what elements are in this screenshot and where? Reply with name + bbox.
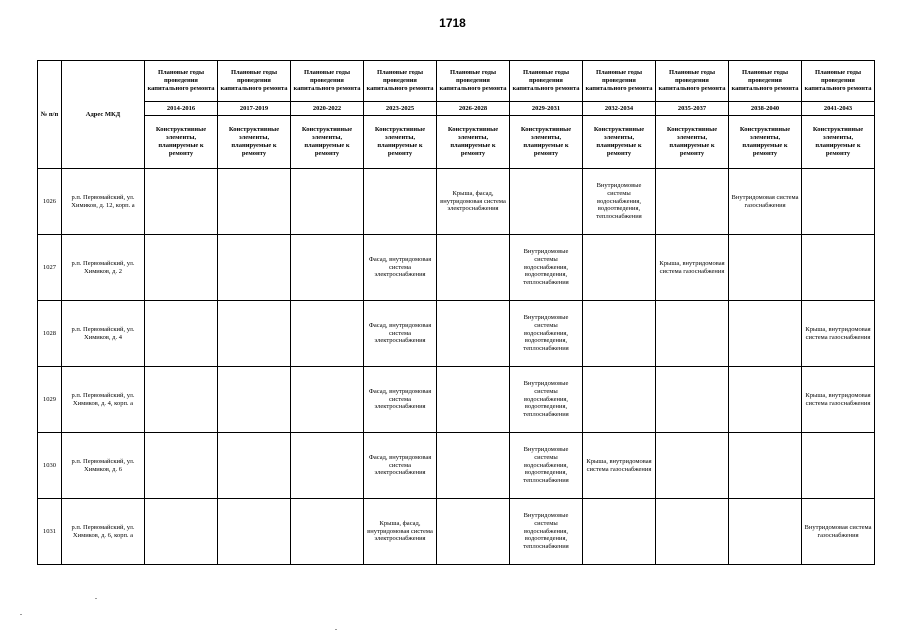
row-repair-elements-cell	[583, 499, 656, 565]
row-repair-elements-cell: Фасад, внутридомовая система электроснабжения	[364, 367, 437, 433]
row-number: 1030	[38, 433, 62, 499]
table-row	[38, 499, 875, 565]
header-row-elements	[38, 116, 875, 169]
header-address: Адрес МКД	[62, 61, 145, 169]
scan-speck	[335, 629, 337, 630]
row-repair-elements-cell	[218, 235, 291, 301]
header-period-title: Плановые годы проведения капитального ремонта	[729, 61, 802, 102]
header-period-elements: Конструктивные элементы, планируемые к ремонту	[437, 116, 510, 169]
row-repair-elements-cell	[218, 367, 291, 433]
header-period-title: Плановые годы проведения капитального ремонта	[291, 61, 364, 102]
header-period-title: Плановые годы проведения капитального ремонта	[510, 61, 583, 102]
row-repair-elements-cell	[656, 169, 729, 235]
header-period-elements: Конструктивные элементы, планируемые к ремонту	[729, 116, 802, 169]
row-address: р.п. Первомайский, ул. Химиков, д. 4, корп. а	[62, 367, 145, 433]
header-row-years	[38, 102, 875, 116]
row-number: 1028	[38, 301, 62, 367]
table-row	[38, 235, 875, 301]
row-repair-elements-cell	[218, 301, 291, 367]
row-repair-elements-cell	[802, 235, 875, 301]
row-repair-elements-cell	[656, 433, 729, 499]
row-repair-elements-cell: Крыша, внутридомовая система газоснабжения	[656, 235, 729, 301]
header-period-title: Плановые годы проведения капитального ремонта	[656, 61, 729, 102]
row-number: 1031	[38, 499, 62, 565]
row-repair-elements-cell	[218, 169, 291, 235]
row-repair-elements-cell	[291, 433, 364, 499]
row-repair-elements-cell: Внутридомовые системы водоснабжения, водоотведения, теплоснабжения	[510, 301, 583, 367]
header-period-years: 2017-2019	[218, 102, 291, 116]
page-number: 1718	[439, 16, 466, 30]
table-row	[38, 367, 875, 433]
row-repair-elements-cell	[291, 169, 364, 235]
row-repair-elements-cell	[145, 235, 218, 301]
row-address: р.п. Первомайский, ул. Химиков, д. 2	[62, 235, 145, 301]
table-row	[38, 301, 875, 367]
header-period-title: Плановые годы проведения капитального ремонта	[583, 61, 656, 102]
header-period-title: Плановые годы проведения капитального ремонта	[218, 61, 291, 102]
capital-repair-schedule-table	[37, 60, 875, 565]
row-repair-elements-cell	[291, 499, 364, 565]
row-repair-elements-cell: Внутридомовые системы водоснабжения, водоотведения, теплоснабжения	[510, 433, 583, 499]
row-repair-elements-cell	[437, 433, 510, 499]
row-repair-elements-cell: Крыша, фасад, внутридомовая система электроснабжения	[364, 499, 437, 565]
row-repair-elements-cell: Фасад, внутридомовая система электроснабжения	[364, 301, 437, 367]
header-period-elements: Конструктивные элементы, планируемые к ремонту	[145, 116, 218, 169]
header-period-elements: Конструктивные элементы, планируемые к ремонту	[583, 116, 656, 169]
table-body	[38, 169, 875, 565]
row-repair-elements-cell	[802, 169, 875, 235]
row-repair-elements-cell: Внутридомовая система газоснабжения	[802, 499, 875, 565]
row-repair-elements-cell	[218, 433, 291, 499]
scan-speck	[95, 598, 97, 599]
header-num: № п/п	[38, 61, 62, 169]
header-period-title: Плановые годы проведения капитального ремонта	[145, 61, 218, 102]
row-repair-elements-cell	[802, 433, 875, 499]
table-row	[38, 169, 875, 235]
header-period-elements: Конструктивные элементы, планируемые к ремонту	[656, 116, 729, 169]
row-address: р.п. Первомайский, ул. Химиков, д. 6	[62, 433, 145, 499]
row-repair-elements-cell	[291, 301, 364, 367]
header-period-years: 2041-2043	[802, 102, 875, 116]
row-repair-elements-cell	[583, 367, 656, 433]
header-period-title: Плановые годы проведения капитального ремонта	[364, 61, 437, 102]
row-repair-elements-cell	[656, 301, 729, 367]
header-period-years: 2029-2031	[510, 102, 583, 116]
header-period-elements: Конструктивные элементы, планируемые к ремонту	[218, 116, 291, 169]
header-period-years: 2014-2016	[145, 102, 218, 116]
row-address: р.п. Первомайский, ул. Химиков, д. 6, корп. а	[62, 499, 145, 565]
row-repair-elements-cell: Крыша, внутридомовая система газоснабжения	[802, 367, 875, 433]
row-repair-elements-cell: Крыша, внутридомовая система газоснабжения	[802, 301, 875, 367]
row-repair-elements-cell	[145, 499, 218, 565]
row-repair-elements-cell	[437, 301, 510, 367]
header-period-years: 2038-2040	[729, 102, 802, 116]
row-repair-elements-cell	[145, 433, 218, 499]
row-number: 1026	[38, 169, 62, 235]
row-repair-elements-cell	[437, 499, 510, 565]
header-period-elements: Конструктивные элементы, планируемые к ремонту	[510, 116, 583, 169]
row-repair-elements-cell	[583, 301, 656, 367]
header-period-elements: Конструктивные элементы, планируемые к ремонту	[364, 116, 437, 169]
row-repair-elements-cell	[218, 499, 291, 565]
table-header	[38, 61, 875, 169]
row-repair-elements-cell	[145, 169, 218, 235]
header-row-period-titles	[38, 61, 875, 102]
row-repair-elements-cell	[145, 301, 218, 367]
row-repair-elements-cell	[145, 367, 218, 433]
header-period-elements: Конструктивные элементы, планируемые к ремонту	[291, 116, 364, 169]
row-repair-elements-cell	[291, 367, 364, 433]
row-repair-elements-cell: Фасад, внутридомовая система электроснабжения	[364, 433, 437, 499]
row-repair-elements-cell	[583, 235, 656, 301]
row-repair-elements-cell: Внутридомовые системы водоснабжения, водоотведения, теплоснабжения	[510, 367, 583, 433]
row-repair-elements-cell	[437, 235, 510, 301]
row-repair-elements-cell	[291, 235, 364, 301]
row-address: р.п. Первомайский, ул. Химиков, д. 4	[62, 301, 145, 367]
row-repair-elements-cell	[656, 499, 729, 565]
row-number: 1027	[38, 235, 62, 301]
header-period-years: 2023-2025	[364, 102, 437, 116]
header-period-years: 2026-2028	[437, 102, 510, 116]
header-period-title: Плановые годы проведения капитального ремонта	[437, 61, 510, 102]
row-repair-elements-cell	[656, 367, 729, 433]
header-period-title: Плановые годы проведения капитального ремонта	[802, 61, 875, 102]
row-repair-elements-cell	[437, 367, 510, 433]
row-repair-elements-cell	[364, 169, 437, 235]
header-period-elements: Конструктивные элементы, планируемые к ремонту	[802, 116, 875, 169]
row-repair-elements-cell	[510, 169, 583, 235]
scan-speck	[20, 614, 22, 615]
row-repair-elements-cell: Внутридомовая система газоснабжения	[729, 169, 802, 235]
row-repair-elements-cell: Фасад, внутридомовая система электроснабжения	[364, 235, 437, 301]
row-repair-elements-cell: Крыша, внутридомовая система газоснабжения	[583, 433, 656, 499]
header-period-years: 2035-2037	[656, 102, 729, 116]
table-row	[38, 433, 875, 499]
row-repair-elements-cell	[729, 433, 802, 499]
row-repair-elements-cell	[729, 235, 802, 301]
row-repair-elements-cell	[729, 499, 802, 565]
row-address: р.п. Первомайский, ул. Химиков, д. 12, корп. а	[62, 169, 145, 235]
row-repair-elements-cell: Крыша, фасад, внутридомовая система электроснабжения	[437, 169, 510, 235]
row-repair-elements-cell: Внутридомовые системы водоснабжения, водоотведения, теплоснабжения	[510, 499, 583, 565]
row-repair-elements-cell: Внутридомовые системы водоснабжения, водоотведения, теплоснабжения	[583, 169, 656, 235]
row-number: 1029	[38, 367, 62, 433]
row-repair-elements-cell: Внутридомовые системы водоснабжения, водоотведения, теплоснабжения	[510, 235, 583, 301]
header-period-years: 2020-2022	[291, 102, 364, 116]
header-period-years: 2032-2034	[583, 102, 656, 116]
row-repair-elements-cell	[729, 301, 802, 367]
row-repair-elements-cell	[729, 367, 802, 433]
